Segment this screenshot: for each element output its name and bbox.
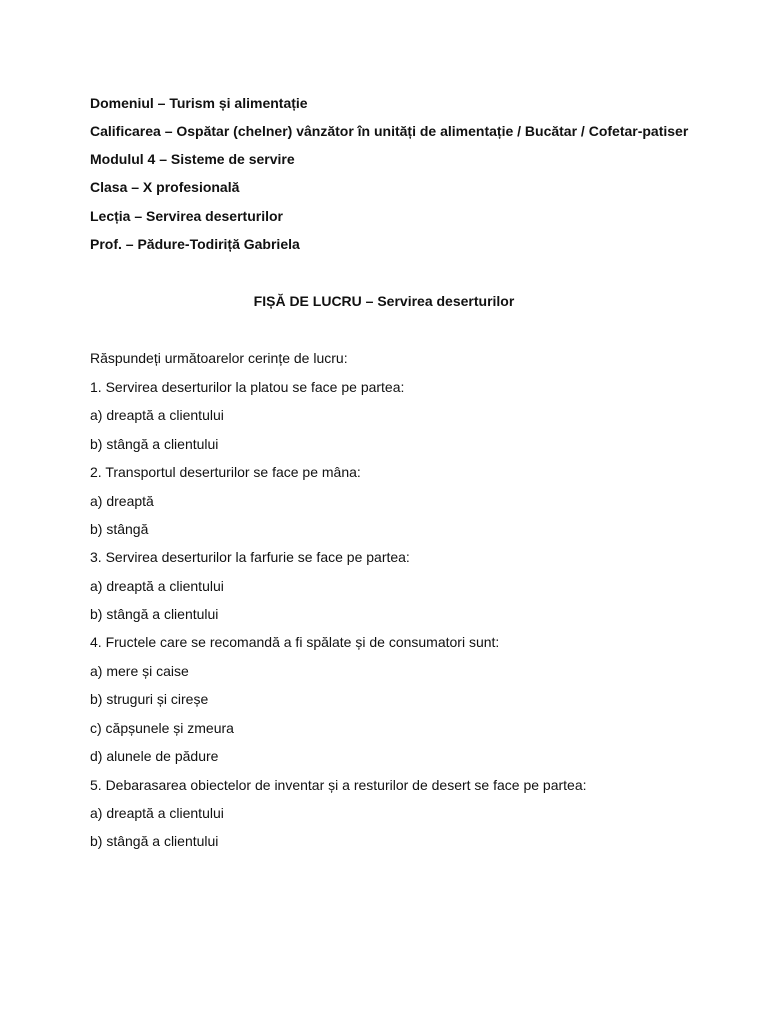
header-clasa: Clasa – X profesională [90, 179, 240, 195]
header-modul: Modulul 4 – Sisteme de servire [90, 151, 295, 167]
question-4-option-d: d) alunele de pădure [90, 748, 219, 764]
question-5: 5. Debarasarea obiectelor de inventar și a resturilor de desert se face pe partea: [90, 777, 587, 793]
question-5-option-a: a) dreaptă a clientului [90, 805, 224, 821]
header-domeniu: Domeniul – Turism și alimentație [90, 95, 308, 111]
question-1-option-b: b) stângă a clientului [90, 436, 219, 452]
worksheet-title: FIȘĂ DE LUCRU – Servirea deserturilor [253, 293, 515, 309]
question-3-option-b: b) stângă a clientului [90, 606, 219, 622]
question-4-option-c: c) căpșunele și zmeura [90, 720, 234, 736]
header-calificare: Calificarea – Ospătar (chelner) vânzător în unități de alimentație / Bucătar / Cofetar-patiser [90, 123, 689, 139]
question-3: 3. Servirea deserturilor la farfurie se face pe partea: [90, 549, 410, 565]
question-2: 2. Transportul deserturilor se face pe mâna: [90, 464, 361, 480]
question-4-option-a: a) mere și caise [90, 663, 189, 679]
question-2-option-a: a) dreaptă [90, 493, 154, 509]
question-5-option-b: b) stângă a clientului [90, 833, 219, 849]
question-1: 1. Servirea deserturilor la platou se face pe partea: [90, 379, 405, 395]
question-4: 4. Fructele care se recomandă a fi spălate și de consumatori sunt: [90, 634, 500, 650]
question-3-option-a: a) dreaptă a clientului [90, 578, 224, 594]
header-profesor: Prof. – Pădure-Todiriță Gabriela [90, 236, 300, 252]
instruction-text: Răspundeți următoarelor cerințe de lucru: [90, 350, 348, 366]
question-2-option-b: b) stângă [90, 521, 149, 537]
header-lectia: Lecția – Servirea deserturilor [90, 208, 283, 224]
question-4-option-b: b) struguri și cireșe [90, 691, 209, 707]
question-1-option-a: a) dreaptă a clientului [90, 407, 224, 423]
